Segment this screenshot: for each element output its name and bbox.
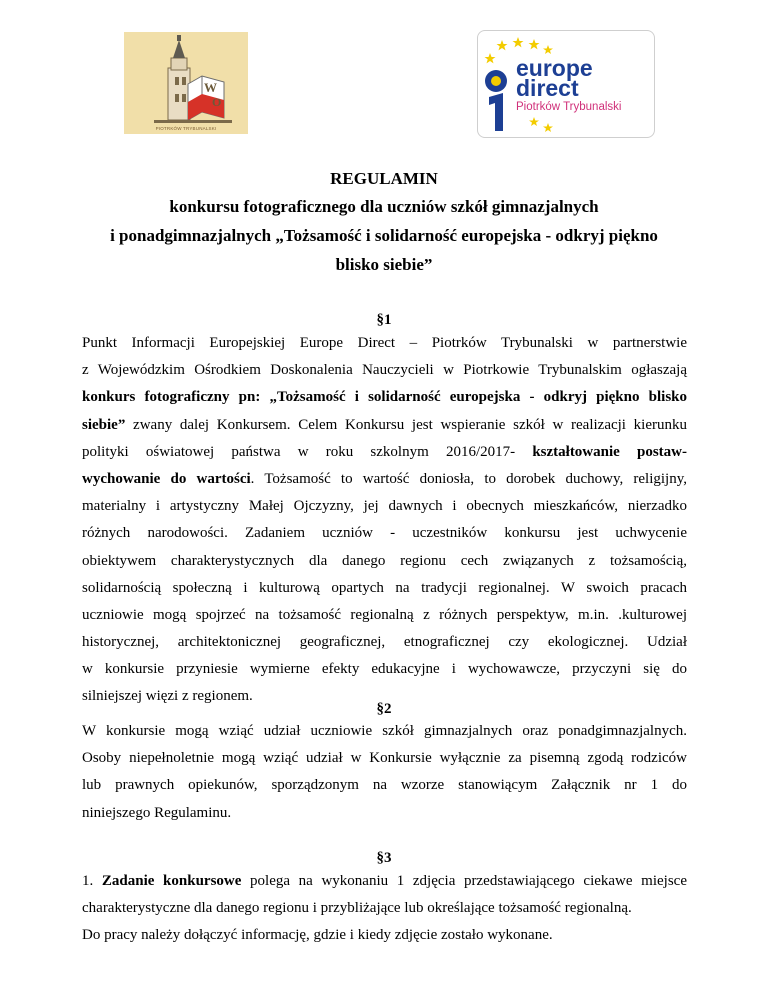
tower-book-icon <box>124 32 248 134</box>
wodn-logo <box>124 32 248 134</box>
section-2-paragraph <box>82 718 687 827</box>
text-line <box>82 412 687 439</box>
text-line: materialny i artystyczny Małej Ojczyzny, jej dawnych i obecnych mieszkańców, nierzadko <box>82 498 687 515</box>
section-3-paragraph <box>82 868 687 950</box>
text-line: lub prawnych opiekunów, sporządzonym na wzorze stanowiącym Załącznik nr 1 do <box>82 777 687 794</box>
text-line <box>82 439 687 466</box>
text-line: niniejszego Regulaminu. <box>82 804 232 821</box>
document-title: REGULAMIN <box>330 169 438 188</box>
europe-word: europe <box>516 55 593 81</box>
bold-text: Zadanie konkursowe <box>101 873 242 889</box>
text-line: uczniowie mogą spojrzeć na tożsamość regionalną z różnych perspektyw, m.in. .kulturowej <box>82 606 687 623</box>
bold-text: kształtowanie postaw- <box>532 443 688 460</box>
text-line: W konkursie mogą wziąć udział uczniowie szkół gimnazjalnych oraz ponadgimnazjalnych. <box>82 723 687 739</box>
text-line: obiektywem charakterystycznych dla danego regionu cech związanych z tożsamością, <box>82 552 687 569</box>
text-line: Osoby niepełnoletnie mogą wziąć udział w Konkursie wyłącznie za pisemną zgodą rodziców <box>82 750 687 767</box>
text-line: różnych narodowości. Zadaniem uczniów - uczestników konkursu jest uchwycenie <box>82 525 687 542</box>
bold-text: siebie” <box>82 416 126 433</box>
text-line: charakterystyczne dla danego regionu i przybliżające lub określające tożsamość regionalną. <box>82 900 632 917</box>
bold-text: wychowanie do wartości <box>82 470 251 487</box>
text-span: polityki oświatowej państwa w roku szkolnym 2016/2017- <box>82 443 533 460</box>
europe-direct-city: Piotrków Trybunalski <box>516 101 622 113</box>
text-line: silniejszej więzi z regionem. <box>82 688 253 705</box>
text-line: historycznej, architektonicznej geograficznej, etnograficznej czy ekologicznej. Udział <box>82 634 687 651</box>
svg-text:O: O <box>212 95 222 109</box>
text-line <box>82 466 687 493</box>
svg-text:W: W <box>204 80 217 95</box>
section-1-paragraph <box>82 330 687 711</box>
text-line: w konkursie przyniesie wymierne efekty edukacyjne i wychowawcze, przyczyni się do <box>82 661 687 678</box>
text-line <box>82 868 687 895</box>
wodn-caption: PIOTRKÓW TRYBUNALSKI <box>155 126 217 131</box>
direct-word: direct <box>516 75 579 101</box>
section-3-heading: §3 <box>376 850 392 866</box>
text-span: zwany dalej Konkursem. Celem Konkursu jest wspieranie szkół w realizacji kierunku <box>125 416 687 433</box>
text-span: polega na wykonaniu 1 zdjęcia przedstawiającego ciekawe miejsce <box>241 873 687 889</box>
logos-row <box>0 30 768 140</box>
text-span: 1. <box>82 873 102 889</box>
text-line: Do pracy należy dołączyć informację, gdzie i kiedy zdjęcie zostało wykonane. <box>82 927 553 944</box>
section-1-heading: §1 <box>376 312 392 328</box>
text-line <box>82 384 687 411</box>
document-subtitle-line1: konkursu fotograficznego dla uczniów szkół gimnazjalnych <box>169 197 599 216</box>
document-subtitle-line3: blisko siebie” <box>335 255 433 274</box>
text-span: . Tożsamość to wartość doniosła, to dorobek duchowy, religijny, <box>250 470 687 487</box>
section-2-heading: §2 <box>376 701 392 717</box>
text-line: solidarnością społeczną i kulturową opartych na tradycji regionalnej. W swoich pracach <box>82 579 687 596</box>
document-subtitle-line2: i ponadgimnazjalnych „Tożsamość i solidarność europejska - odkryj piękno <box>110 226 658 245</box>
bold-text: konkurs fotograficzny pn: „Tożsamość i solidarność europejska - odkryj piękno blisko <box>82 389 687 406</box>
text-line: z Wojewódzkim Ośrodkiem Doskonalenia Nauczycieli w Piotrkowie Trybunalskim ogłaszają <box>82 362 687 379</box>
text-line: Punkt Informacji Europejskiej Europe Direct – Piotrków Trybunalski w partnerstwie <box>82 335 687 351</box>
europe-direct-logo <box>477 30 655 138</box>
